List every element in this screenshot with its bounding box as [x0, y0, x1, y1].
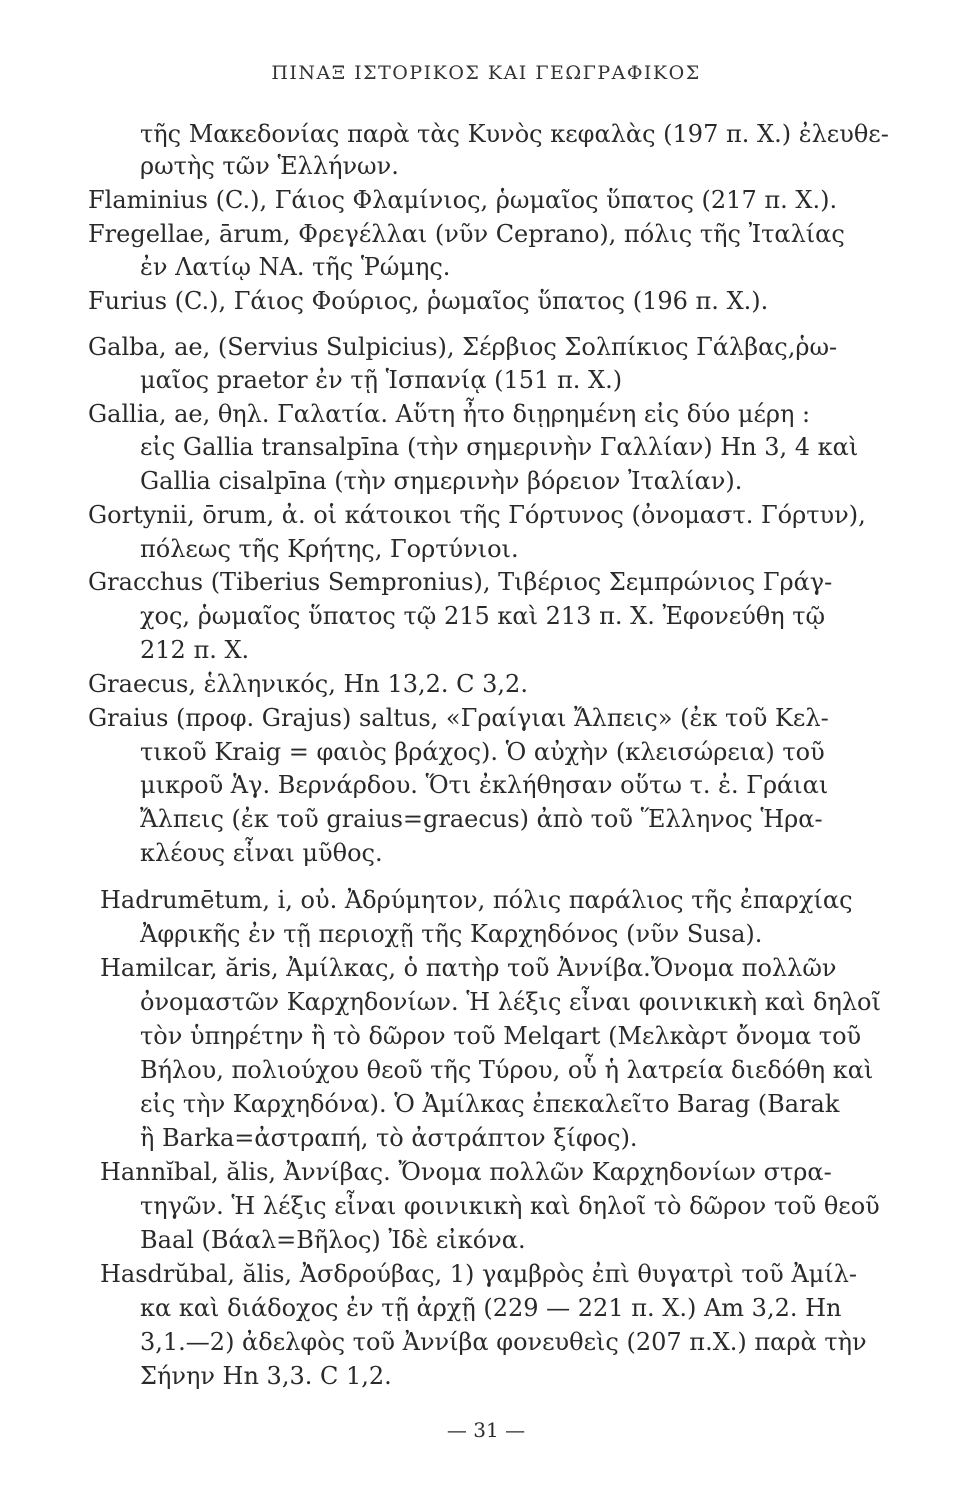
text-line: Hadrumētum, i, οὐ. Ἀδρύμητον, πόλις παράλιος τῆς ἐπαρχίας: [100, 886, 853, 914]
text-line: Hannĭbal, ălis, Ἀννίβας. Ὄνομα πολλῶν Καρχηδονίων στρα-: [100, 1158, 832, 1186]
text-line: 3,1.—2) ἀδελφὸς τοῦ Ἀννίβα φονευθεὶς (207 π.Χ.) παρὰ τὴν: [140, 1328, 867, 1356]
text-line: χος, ῥωμαῖος ὕπατος τῷ 215 καὶ 213 π. Χ. Ἐφονεύθη τῷ: [140, 602, 826, 630]
text-line: Furius (C.), Γάιος Φούριος, ῥωμαῖος ὕπατος (196 π. Χ.).: [88, 287, 769, 315]
text-line: Σήνην Hn 3,3. C 1,2.: [140, 1362, 392, 1390]
page-header: ΠΙΝΑΞ ΙΣΤΟΡΙΚΟΣ ΚΑΙ ΓΕΩΓΡΑΦΙΚΟΣ: [271, 62, 701, 84]
text-line: μαῖος praetor ἐν τῇ Ἱσπανίᾳ (151 π. Χ.): [140, 366, 623, 394]
text-line: Flaminius (C.), Γάιος Φλαμίνιος, ῥωμαῖος ὕπατος (217 π. Χ.).: [88, 186, 838, 214]
text-line: Graius (προφ. Grajus) saltus, «Γραίγιαι Ἄλπεις» (ἐκ τοῦ Κελ-: [88, 704, 829, 732]
text-line: κλέους εἶναι μῦθος.: [140, 839, 383, 867]
text-line: Gallia cisalpīna (τὴν σημερινὴν βόρειον Ἰταλίαν).: [140, 467, 743, 495]
text-line: Gracchus (Tiberius Sempronius), Τιβέριος Σεμπρώνιος Γράγ-: [88, 568, 833, 596]
text-line: τῆς Μακεδονίας παρὰ τὰς Κυνὸς κεφαλὰς (197 π. Χ.) ἐλευθε-: [140, 120, 889, 148]
text-line: Gortynii, ōrum, ἀ. οἱ κάτοικοι τῆς Γόρτυνος (ὀνομαστ. Γόρτυν),: [88, 501, 866, 529]
text-line: εἰς τὴν Καρχηδόνα). Ὁ Ἀμίλκας ἐπεκαλεῖτο Barag (Barak: [140, 1090, 840, 1118]
text-line: κα καὶ διάδοχος ἐν τῇ ἀρχῇ (229 — 221 π. Χ.) Am 3,2. Hn: [140, 1294, 842, 1322]
text-line: εἰς Gallia transalpīna (τὴν σημερινὴν Γαλλίαν) Hn 3, 4 καὶ: [140, 433, 859, 461]
text-line: ἢ Barka=ἀστραπή, τὸ ἀστράπτον ξίφος).: [140, 1124, 638, 1152]
text-line: πόλεως τῆς Κρήτης, Γορτύνιοι.: [140, 535, 519, 563]
page-number: — 31 —: [446, 1418, 526, 1442]
text-line: Galba, ae, (Servius Sulpicius), Σέρβιος Σολπίκιος Γάλβας,ῥω-: [88, 333, 838, 361]
text-line: ἐν Λατίῳ ΝΑ. τῆς Ῥώμης.: [140, 253, 451, 281]
text-line: ρωτὴς τῶν Ἑλλήνων.: [140, 152, 399, 180]
text-line: Βήλου, πολιούχου θεοῦ τῆς Τύρου, οὗ ἡ λατρεία διεδόθη καὶ: [140, 1056, 874, 1084]
text-line: Ἄλπεις (ἐκ τοῦ graius=graecus) ἀπὸ τοῦ Ἕλληνος Ἡρα-: [140, 805, 823, 833]
text-line: Hamilcar, ăris, Ἀμίλκας, ὁ πατὴρ τοῦ Ἀννίβα.Ὄνομα πολλῶν: [100, 954, 837, 982]
text-line: Fregellae, ārum, Φρεγέλλαι (νῦν Ceprano), πόλις τῆς Ἰταλίας: [88, 220, 845, 248]
text-line: τὸν ὑπηρέτην ἢ τὸ δῶρον τοῦ Melqart (Μελκὰρτ ὄνομα τοῦ: [140, 1022, 862, 1050]
text-line: ὀνομαστῶν Καρχηδονίων. Ἡ λέξις εἶναι φοινικικὴ καὶ δηλοῖ: [140, 988, 881, 1016]
text-line: μικροῦ Ἁγ. Βερνάρδου. Ὅτι ἐκλήθησαν οὕτω τ. ἐ. Γράιαι: [140, 771, 829, 799]
text-line: τηγῶν. Ἡ λέξις εἶναι φοινικικὴ καὶ δηλοῖ τὸ δῶρον τοῦ θεοῦ: [140, 1192, 880, 1220]
text-line: 212 π. Χ.: [140, 636, 250, 664]
text-line: Graecus, ἑλληνικός, Hn 13,2. C 3,2.: [88, 670, 528, 698]
text-line: Hasdrŭbal, ălis, Ἀσδρούβας, 1) γαμβρὸς ἐπὶ θυγατρὶ τοῦ Ἀμίλ-: [100, 1260, 858, 1288]
text-line: Gallia, ae, θηλ. Γαλατία. Αὕτη ἦτο διῃρημένη εἰς δύο μέρη :: [88, 400, 811, 428]
text-line: Ἀφρικῆς ἐν τῇ περιοχῇ τῆς Καρχηδόνος (νῦν Susa).: [140, 920, 763, 948]
text-line: τικοῦ Kraig = φαιὸς βράχος). Ὁ αὐχὴν (κλεισώρεια) τοῦ: [140, 738, 825, 766]
text-line: Baal (Βάαλ=Βῆλος) Ἰδὲ εἰκόνα.: [140, 1226, 526, 1254]
